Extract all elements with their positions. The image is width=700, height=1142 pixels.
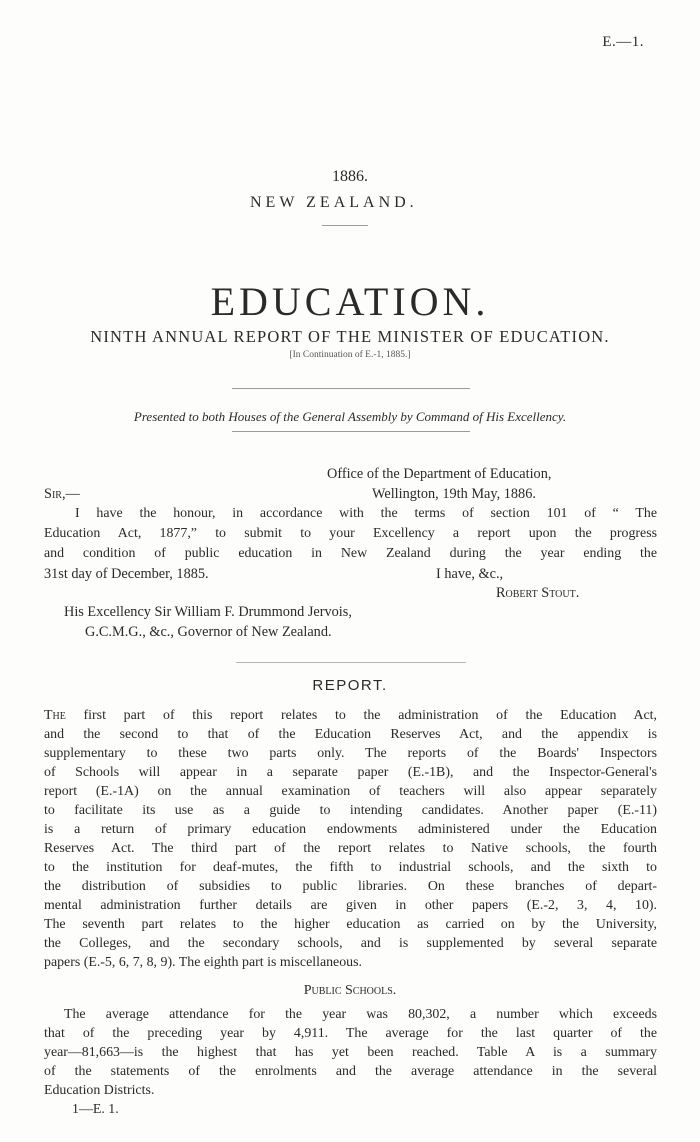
report-para-line: to the institution for deaf-mutes, the fifth to industrial schools, and the sixth to bbox=[44, 860, 657, 875]
schools-para-line: that of the preceding year by 4,911. The average for the last quarter of the bbox=[44, 1026, 657, 1041]
letter-salutation: Sir,— bbox=[44, 486, 80, 502]
report-para-line: to facilitate its use as a guide to intending candidates. Another paper (E.-11) bbox=[44, 803, 657, 818]
report-para-line: report (E.-1A) on the annual examination of teachers will also appear separately bbox=[44, 784, 657, 799]
schools-para-last-line: Education Districts. bbox=[44, 1083, 155, 1098]
report-heading: REPORT. bbox=[312, 677, 388, 694]
report-para-line: Reserves Act. The third part of the report relates to Native schools, the fourth bbox=[44, 841, 657, 856]
report-para-line: The seventh part relates to the higher education as carried on by the University, bbox=[44, 917, 657, 932]
schools-para-line: year—81,663—is the highest that has yet been reached. Table A is a summary bbox=[44, 1045, 657, 1060]
report-para-line: of Schools will appear in a separate paper (E.-1B), and the Inspector-General's bbox=[44, 765, 657, 780]
page-marker: 1—E. 1. bbox=[72, 1102, 119, 1117]
report-year: 1886. bbox=[332, 168, 368, 185]
report-para-line: the Colleges, and the secondary schools, and is supplemented by several separate bbox=[44, 936, 657, 951]
letter-body-last-line: 31st day of December, 1885. bbox=[44, 566, 209, 582]
ornament-rule bbox=[322, 225, 368, 226]
report-para-line: the distribution of subsidies to public libraries. On these branches of depart- bbox=[44, 879, 657, 894]
letter-body-line: Education Act, 1877,” to submit to your Excellency a report upon the progress bbox=[44, 526, 657, 541]
schools-para-line: The average attendance for the year was 80,302, a number which exceeds bbox=[64, 1007, 657, 1022]
paper-code: E.—1. bbox=[602, 34, 644, 50]
letter-place-date: Wellington, 19th May, 1886. bbox=[372, 486, 536, 502]
country-name: NEW ZEALAND. bbox=[250, 194, 418, 211]
letter-addressee: G.C.M.G., &c., Governor of New Zealand. bbox=[85, 624, 332, 640]
letter-body-line: I have the honour, in accordance with the terms of section 101 of “ The bbox=[75, 506, 657, 521]
report-para-last-line: papers (E.-5, 6, 7, 8, 9). The eighth part is miscellaneous. bbox=[44, 955, 362, 970]
report-para-line: and the second to that of the Education Reserves Act, and the appendix is bbox=[44, 727, 657, 742]
continuation-note: [In Continuation of E.-1, 1885.] bbox=[289, 350, 411, 360]
report-para-line: supplementary to these two parts only. The reports of the Boards' Inspectors bbox=[44, 746, 657, 761]
letter-office: Office of the Department of Education, bbox=[327, 466, 552, 482]
document-subtitle: NINTH ANNUAL REPORT OF THE MINISTER OF EDUCATION. bbox=[90, 327, 610, 346]
divider-upper bbox=[232, 388, 470, 389]
letter-closing: I have, &c., bbox=[436, 566, 504, 582]
divider-report bbox=[236, 662, 466, 663]
letter-signature: Robert Stout. bbox=[496, 585, 580, 601]
report-para-line: The first part of this report relates to the administration of the Education Act, bbox=[44, 708, 657, 723]
schools-para-line: of the statements of the enrolments and the average attendance in the several bbox=[44, 1064, 657, 1079]
letter-addressee: His Excellency Sir William F. Drummond Jervois, bbox=[64, 604, 352, 620]
report-para-line: mental administration further details are given in other papers (E.-2, 3, 4, 10). bbox=[44, 898, 657, 913]
document-title: EDUCATION. bbox=[210, 279, 490, 324]
letter-body-line: and condition of public education in New Zealand during the year ending the bbox=[44, 546, 657, 561]
divider-lower bbox=[232, 431, 470, 432]
presented-note: Presented to both Houses of the General Assembly by Command of His Excellency. bbox=[133, 409, 567, 424]
report-para-line: is a return of primary education endowments administered under the Education bbox=[44, 822, 657, 837]
public-schools-heading: Public Schools. bbox=[303, 983, 397, 998]
report-first-word: The bbox=[44, 708, 66, 723]
